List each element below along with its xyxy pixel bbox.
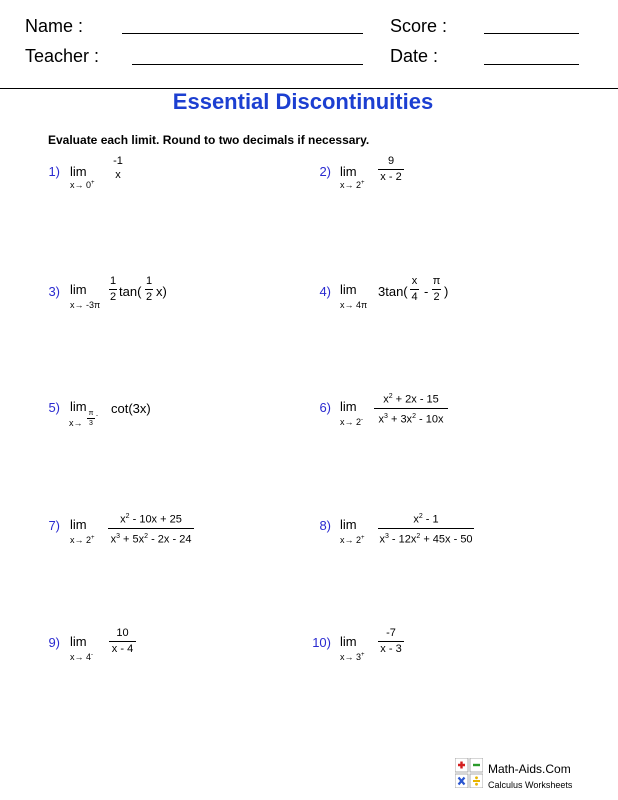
fraction <box>108 510 194 546</box>
expr-tail: x) <box>156 284 167 299</box>
denominator: $x^3 + 3x^2 - 10x$ <box>378 412 444 426</box>
denominator: x - 4 <box>111 643 134 655</box>
problem-number: 8) <box>319 518 331 533</box>
minus-sign: - <box>424 284 429 299</box>
limit-subscript: x→ 2- <box>340 417 364 427</box>
fraction: x 4 <box>411 275 418 303</box>
problem-number: 10) <box>312 635 331 650</box>
problem-number: 9) <box>48 635 60 650</box>
limit-subscript: x→ 3+ <box>340 652 365 662</box>
name-label: Name : <box>25 16 84 36</box>
problem-number: 3) <box>48 284 60 299</box>
footer-subtitle: Calculus Worksheets <box>488 780 573 790</box>
teacher-label: Teacher : <box>25 46 100 66</box>
tan-function: 3tan( <box>378 284 408 299</box>
numerator: $x^2 - 1$ <box>413 513 439 526</box>
footer-site-name: Math-Aids.Com <box>488 762 571 776</box>
fraction: π 2 <box>432 275 441 303</box>
denominator: $x^3 + 5x^2 - 2x - 24$ <box>110 532 192 546</box>
lim-label: lim <box>70 282 87 297</box>
problem-number: 1) <box>48 164 60 179</box>
limit-subscript: x→ <box>69 418 83 428</box>
fraction <box>111 155 125 182</box>
numerator: $x^2 - 10x + 25$ <box>120 513 182 526</box>
lim-label: lim <box>70 399 87 414</box>
math-aids-logo-icon <box>455 758 483 788</box>
denominator: x <box>115 169 121 181</box>
lim-label: lim <box>340 399 357 414</box>
limit-subscript: x→ -3π <box>70 300 101 310</box>
expr-tail: ) <box>444 284 449 299</box>
lim-label: lim <box>70 634 87 649</box>
limit-subscript: x→ 4- <box>70 652 94 662</box>
score-line[interactable] <box>484 33 579 34</box>
denominator: x - 2 <box>380 171 402 183</box>
numerator: -7 <box>386 627 396 639</box>
problem-number: 6) <box>319 400 331 415</box>
numerator: $x^2 + 2x - 15$ <box>383 393 439 406</box>
limit-subscript: x→ 2+ <box>340 180 365 190</box>
fraction <box>378 627 404 656</box>
tan-function: tan( <box>119 284 142 299</box>
fraction: 1 2 <box>145 275 153 303</box>
limit-subscript: x→ 0+ <box>70 180 95 190</box>
denominator: x - 3 <box>380 643 402 655</box>
score-label: Score : <box>390 16 448 36</box>
numerator: 10 <box>116 627 129 639</box>
subscript-fraction: π 3 <box>88 410 94 427</box>
fraction <box>109 627 136 656</box>
denominator: $x^3 - 12x^2 + 45x - 50$ <box>379 532 473 546</box>
limit-subscript: x→ 4π <box>340 300 368 310</box>
problem-number: 2) <box>319 164 331 179</box>
problem-number: 7) <box>48 518 60 533</box>
numerator: 9 <box>387 155 395 167</box>
problem-number: 4) <box>319 284 331 299</box>
lim-label: lim <box>340 282 357 297</box>
fraction <box>374 390 448 426</box>
lim-label: lim <box>340 517 357 532</box>
date-label: Date : <box>390 46 439 66</box>
fraction <box>378 155 404 184</box>
fraction: 1 2 <box>109 275 117 303</box>
fraction <box>378 510 474 546</box>
lim-label: lim <box>70 517 87 532</box>
numerator: -1 <box>113 155 123 167</box>
name-line[interactable] <box>122 33 363 34</box>
instructions: Evaluate each limit. Round to two decimals if necessary. <box>48 133 370 147</box>
lim-label: lim <box>340 634 357 649</box>
limit-subscript: x→ 2+ <box>340 535 365 545</box>
problem-number: 5) <box>48 400 60 415</box>
worksheet-title: Essential Discontinuities <box>172 89 434 114</box>
date-line[interactable] <box>484 64 579 65</box>
lim-label: lim <box>340 164 357 179</box>
limit-subscript: x→ 2+ <box>70 535 95 545</box>
lim-label: lim <box>70 164 87 179</box>
cot-expression: cot(3x) <box>111 401 151 416</box>
teacher-line[interactable] <box>132 64 363 65</box>
